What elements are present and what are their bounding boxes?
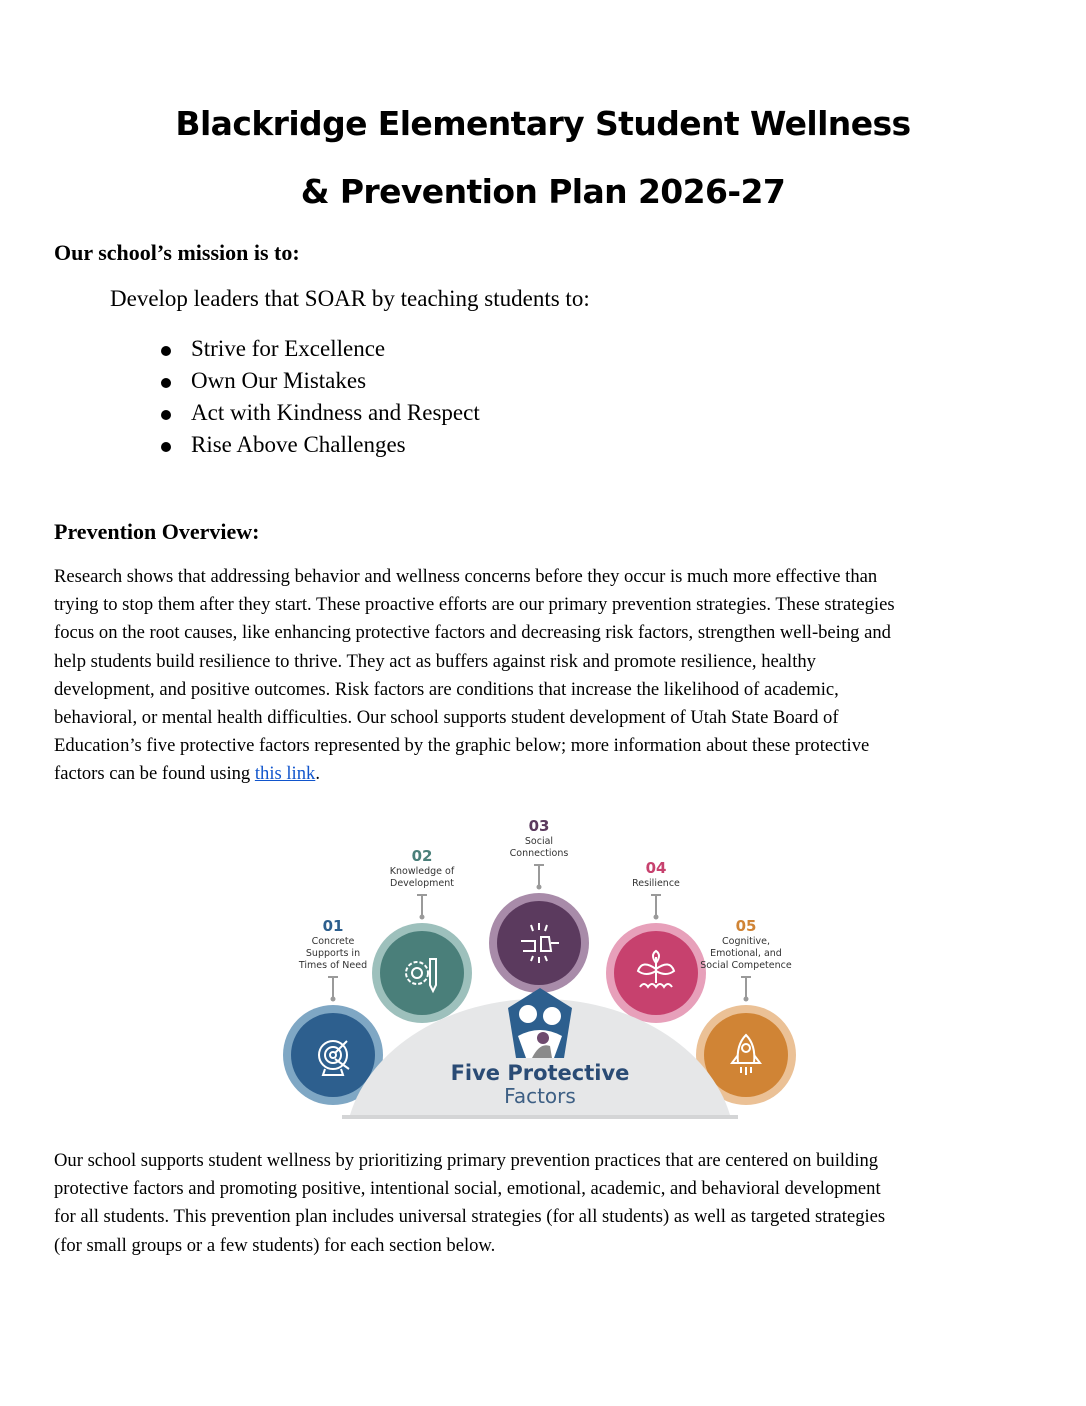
center-title-bold: Five Protective (450, 1061, 630, 1085)
factor-number: 01 (322, 917, 344, 935)
bullet-dot-icon (161, 378, 171, 388)
factor-01 (283, 917, 383, 1105)
factor-label: Supports in (305, 948, 361, 959)
mission-heading: Our school’s mission is to: (54, 240, 300, 265)
protective-factors-link[interactable]: this link (254, 763, 316, 785)
factor-02 (372, 847, 472, 1023)
factor-label: Development (390, 878, 454, 889)
factor-number: 02 (411, 847, 433, 865)
mission-bullet: Act with Kindness and Respect (158, 397, 480, 429)
factor-label: Concrete (311, 936, 355, 947)
factor-label: Connections (509, 848, 569, 859)
mission-bullet: Rise Above Challenges (158, 429, 480, 461)
connector-dot (420, 915, 425, 920)
connector-dot (537, 885, 542, 890)
factor-number: 05 (735, 917, 757, 935)
mission-bullet: Strive for Excellence (158, 333, 480, 365)
factor-label: Cognitive, (722, 936, 770, 947)
factor-number: 04 (645, 859, 667, 877)
factor-04 (606, 859, 706, 1023)
factor-label: Social Competence (700, 960, 792, 971)
overview-paragraph: Research shows that addressing behavior and wellness concerns before they occur is much more effective than trying to stop them after they start. These proactive efforts are our primary prevention strategies. These strategies focus on the root causes, like enhancing protective factors and decreasing risk factors, strengthen well-being and help students build resilience to thrive. They act as buffers against risk and promote resilience, healthy development, and positive outcomes. Risk factors are conditions that increase the likelihood of academic, behavioral, or mental health difficulties. Our school supports student development of Utah State Board of Education’s five protective factors represented by the graphic below; more information about these protective factors can be found using this link. (54, 566, 895, 785)
closing-paragraph: Our school supports student wellness by prioritizing primary prevention practices that are centered on building protective factors and promoting positive, intentional social, emotional, academic, and behavioral development for all students. This prevention plan includes universal strategies (for all students) as well as targeted strategies (for small groups or a few students) for each section below. (54, 1150, 886, 1256)
mission-intro: Develop leaders that SOAR by teaching students to: (110, 286, 590, 311)
mission-bullet: Own Our Mistakes (158, 365, 480, 397)
mission-bullet-list (158, 333, 480, 461)
factor-label: Emotional, and (710, 948, 782, 959)
factor-circle (704, 1013, 788, 1097)
family-logo-icon (508, 988, 572, 1058)
connector-dot (744, 997, 749, 1002)
factor-label: Social (524, 836, 554, 847)
five-protective-factors-graphic (270, 815, 820, 1125)
center-title-light: Factors (504, 1084, 576, 1108)
bullet-dot-icon (161, 410, 171, 420)
connector-dot (331, 997, 336, 1002)
factor-03 (489, 817, 589, 993)
overview-heading: Prevention Overview: (54, 519, 260, 544)
factor-circle (497, 901, 581, 985)
document-title-line-2: & Prevention Plan 2026-27 (300, 172, 786, 211)
bullet-dot-icon (161, 346, 171, 356)
bullet-dot-icon (161, 442, 171, 452)
factor-label: Knowledge of (389, 866, 455, 877)
connector-dot (654, 915, 659, 920)
document-title-line-1: Blackridge Elementary Student Wellness (175, 104, 911, 143)
factor-number: 03 (528, 817, 550, 835)
factor-circle (291, 1013, 375, 1097)
factor-label: Times of Need (298, 960, 368, 971)
factor-label: Resilience (632, 878, 680, 889)
